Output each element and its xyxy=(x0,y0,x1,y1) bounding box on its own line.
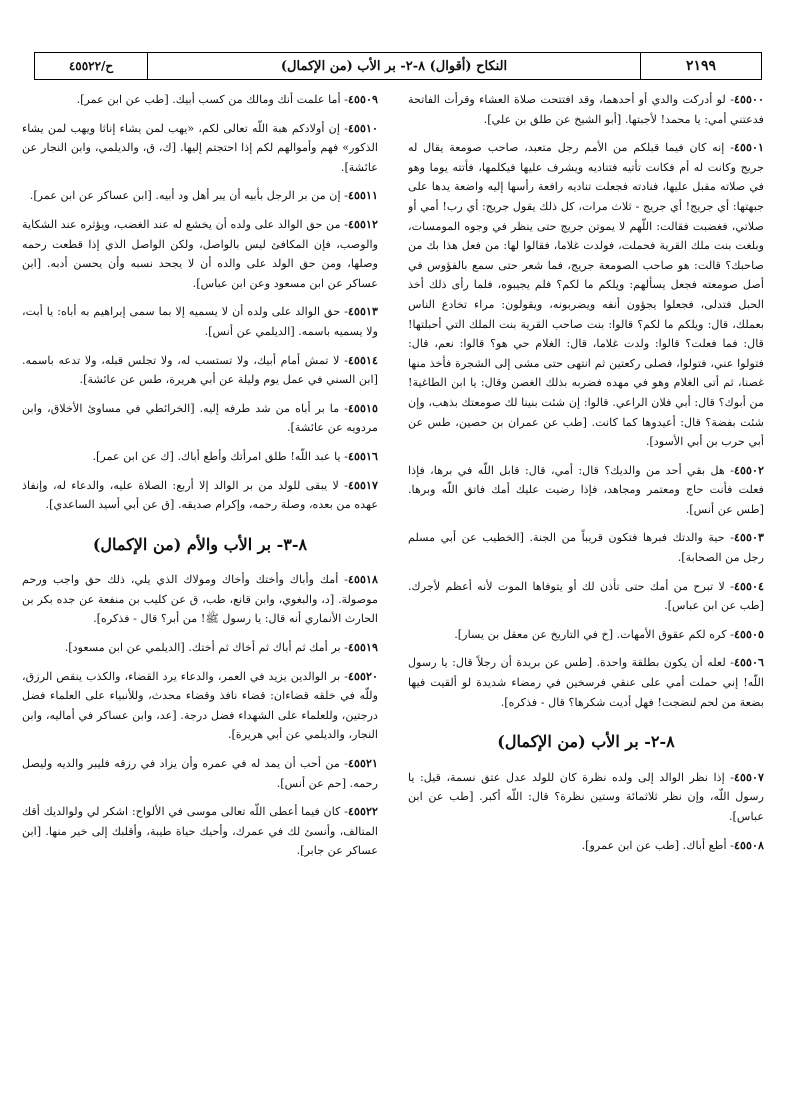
hadith-text: - لا يبقى للولد من بر الوالد إلا أربع: الصلاة عليه، والدعاء له، وإنفاذ عهده من بعده، وصلة رحمه، وإكرام صديقه. xyxy=(22,478,378,512)
page-header xyxy=(34,52,762,80)
hadith-entry xyxy=(22,476,378,515)
hadith-text: - بر الوالدين يزيد في العمر، والدعاء يرد القضاء، والكذب ينقص الرزق، وللّه في خلقه قضاءان: قضاء نافذ وقضاء محدث، وللأنبياء على العلماء فضل درجتين، وللعلماء على الشهداء فضل درجة. xyxy=(22,669,378,722)
hadith-source: [طب عن عمران بن حصين، طس عن أبي حرب بن أبي الأسود]. xyxy=(408,415,764,449)
hadith-source: [حم عن أنس]. xyxy=(276,776,347,790)
hadith-text: - كان فيما أعطى اللّه تعالى موسى في الألواح: اشكر لي ولوالديك أقك المتالف، وأنسئ لك في عمرك، وأحيك حياة طيبة، وأقلبك إلى خير منها. xyxy=(22,805,378,838)
section-title: ٨-٢- بر الأب (من الإكمال) xyxy=(497,732,675,752)
hadith-source: [طب عن ابن عمر]. xyxy=(76,93,169,106)
hadith-entry xyxy=(22,119,378,178)
hadith-number: ٤٥٥١٢ xyxy=(347,216,378,231)
hadith-number: ٤٥٥٠٥ xyxy=(733,626,764,641)
hadith-number: ٤٥٥٠٧ xyxy=(733,769,764,784)
hadith-number: ٤٥٥٠٩ xyxy=(347,92,378,106)
hadith-entry xyxy=(22,90,378,110)
hadith-source: [عد، وابن عساكر في أماليه، وابن النجار، والديلمي عن أبي هريرة]. xyxy=(22,708,378,742)
hadith-text: - من حق الوالد على ولده أن يخشع له عند الغضب، ويؤثره عند الشكاية والوصب، فإن المكافئ ليس بالواصل، ولكن الواصل الذي إذا قطعت رحمه وصلها، ومن حق الولد على والده أن لا يجحد نسبه وأن يحسن أدبه. xyxy=(22,217,378,271)
hadith-text: - إذا نظر الوالد إلى ولده نظرة كان للولد عدل عتق نسمة، قيل: يا رسول اللّه، وإن نظر ثلاثمائة وستين نظرة؟ قال: اللّه أكبر. xyxy=(408,770,764,804)
hadith-text: - لا تمش أمام أبيك، ولا تستسب له، ولا تجلس قبله، ولا تدعه باسمه. xyxy=(22,353,348,367)
hadith-source: [ك عن ابن عمر]. xyxy=(92,449,174,463)
hadith-entry xyxy=(22,399,378,438)
hadith-source: [ابن عساكر عن ابن عمر]. xyxy=(29,189,152,203)
hadith-entry xyxy=(408,653,764,712)
hadith-number: ٤٥٥١٥ xyxy=(347,400,378,415)
hadith-entry xyxy=(22,570,378,629)
hadith-text: - إنه كان فيما قبلكم من الأمم رجل متعبد، صاحب صومعة يقال له جريج وكانت له أم فكانت تأتيه فتناديه ويشرف عليها فيكلمها، فأتته يوما وهو في صلاته مقبل عليها، فنادته فجعلت تناديه رافعة رأسها إليه واضعة يدها على جبهتها: أي جريج! أي جريج - ثلاث مرات، كل ذلك يقول جريج: أي رب! أمي أو صلاتي، فغضبت فقالت: اللّهم لا يموتن جريج حتى ينظر في وجوه المومسات، وبلغت بنت ملك القرية فحملت، فولدت غلاما، فقالوا لها: من فعل هذا بك من صاحبك؟ قالت: هو صاحب الصومعة جريج، فما شعر حتى سمع بالفؤوس في أصل صومعته فجعل يسألهم: ويلكم ما لكم؟ فلم يجيبوه، فلما رأى ذلك أخذ الحبل فتدلى، فجعلوا يجؤون أنفه ويضربونه، ويقولون: مراء تخادع الناس بعملك، قال: ويلكم ما لكم؟ قالوا: بنت صاحب القرية بنت الملك التي أحبلتها! قال: فما فعلت؟ قالوا: ولدت غلاما، قال: الغلام حي هو؟ قالوا: نعم، قال: فتولوا عني، فتولوا، فصلى ركعتين ثم انتهى حتى مشى إلى الشجرة فأخذ منها غصنا، ثم أتى الغلام وهو في مهده فضربه بذلك الغصن وقال: يا ابن الطاغية! من أبوك؟ قال: أبي فلان الراعي. قالوا: إن شئت بنينا لك صومعتك بذهب، وإن شئت بفضة؟ قال: أعيدوها كما كانت. xyxy=(408,141,764,429)
hadith-number: ٤٥٥١٧ xyxy=(347,477,378,492)
hadith-source: [الخرائطي في مساوئ الأخلاق، وابن مردويه عن عائشة]. xyxy=(22,401,378,435)
hadith-text: - لو أدركت والدي أو أحدهما، وقد افتتحت صلاة العشاء وقرأت الفاتحة فدعتني أمي: يا محمد! لأجبتها. xyxy=(408,93,764,126)
hadith-number: ٤٥٥٢١ xyxy=(347,756,378,771)
hadith-entry xyxy=(408,768,764,827)
left-column xyxy=(22,90,378,1095)
right-entries-after xyxy=(408,768,764,855)
hadith-entry xyxy=(22,351,378,390)
hadith-text: - لا تبرح من أمك حتى تأذن لك أو يتوفاها الموت لأنه أعظم لأجرك. xyxy=(408,579,734,593)
hadith-text: - أما علمت أنك ومالك من كسب أبيك. xyxy=(172,93,348,106)
hadith-text: - أطع أباك. xyxy=(682,838,734,852)
hadith-number: ٤٥٥١٣ xyxy=(347,304,378,319)
hadith-entry xyxy=(22,638,378,658)
right-column xyxy=(408,90,764,1095)
hadith-text: - من أحب أن يمد له في عمره وأن يزاد في رزقه فليبر والديه وليصل رحمه. xyxy=(22,757,378,790)
hadith-source: [الديلمي عن ابن مسعود]. xyxy=(64,641,185,655)
hadith-source: [ابن عساكر عن ابن مسعود وعن ابن عباس]. xyxy=(22,257,378,290)
hadith-number: ٤٥٥١٨ xyxy=(347,572,378,587)
hadith-source: [طب عن ابن عباس]. xyxy=(664,599,764,613)
hadith-entry xyxy=(22,302,378,341)
hadith-source: [ابن السني في عمل يوم وليلة عن أبي هريرة، طس عن عائشة]. xyxy=(79,373,378,387)
hadith-source: [ك، ق، والديلمي، وابن النجار عن عائشة]. xyxy=(22,141,378,174)
hadith-number: ٤٥٥٠١ xyxy=(733,140,764,155)
hadith-number: ٤٥٥٢٠ xyxy=(347,668,378,683)
hadith-text: - حية والدتك فبرها فتكون قريباً من الجنة. xyxy=(529,531,734,545)
hadith-entry xyxy=(22,754,378,793)
hadith-entry xyxy=(408,138,764,452)
hadith-number: ٤٥٥٢٢ xyxy=(347,804,378,819)
hadith-source: [الديلمي عن أنس]. xyxy=(204,324,295,338)
hadith-text: - إن أولادكم هبة اللّه تعالى لكم، «يهب لمن يشاء إناثا ويهب لمن يشاء الذكور» فهم وأموالهم لكم إذا احتجتم إليها. xyxy=(22,121,378,155)
hadith-number: ٤٥٥١٤ xyxy=(347,352,378,367)
hadith-text: - هل بقي أحد من والديك؟ قال: أمي، قال: قابل اللّه في برها، فإذا فعلت فأنت حاج ومعتمر ومجاهد، فإذا رضيت عليك أمك فاتق اللّه وبرها. xyxy=(408,463,764,497)
hadith-source: [طس عن أنس]. xyxy=(685,502,764,516)
section-title: ٨-٣- بر الأب والأم (من الإكمال) xyxy=(92,534,308,554)
hadith-entry xyxy=(22,667,378,745)
hadith-number: ٤٥٥١١ xyxy=(347,188,378,203)
hadith-source: [ق عن أبي أسيد الساعدي]. xyxy=(45,498,175,512)
hadith-source: [ابن عساكر عن جابر]. xyxy=(22,824,378,858)
hadith-entry xyxy=(408,577,764,616)
hadith-text: - ما بر أباه من شد طرفه إليه. xyxy=(199,401,348,415)
hadith-entry xyxy=(22,186,378,206)
left-entries-after xyxy=(22,570,378,861)
hadith-text: - كره لكم عقوق الأمهات. xyxy=(616,627,734,641)
left-entries-before xyxy=(22,90,378,515)
hadith-source: [الخطيب عن أبي مسلم رجل من الصحابة]. xyxy=(408,531,764,565)
hadith-text: - حق الوالد على ولده أن لا يسميه إلا بما سمى إبراهيم به أباه: يا أبت، ولا يسميه باسمه. xyxy=(22,305,378,338)
hadith-source: [طب عن ابن عمرو]. xyxy=(581,838,680,852)
hadith-source: [أبو الشيخ عن طلق بن علي]. xyxy=(483,112,622,126)
hadith-entry xyxy=(408,90,764,129)
hadith-number: ٤٥٥٠٣ xyxy=(733,530,764,545)
hadith-number: ٤٥٥٠٤ xyxy=(733,578,764,593)
hadith-entry xyxy=(408,625,764,645)
hadith-entry xyxy=(408,461,764,520)
hadith-number: ٤٥٥١٠ xyxy=(347,120,378,135)
hadith-entry xyxy=(22,802,378,861)
running-title: النكاح (أقوال) ٨-٢- بر الأب (من الإكمال) xyxy=(148,53,641,79)
hadith-text: - أمك وأباك وأختك وأخاك ومولاك الذي يلي، ذلك حق واجب ورحم موصولة. [د، والبغوي، وابن قانع، طب، ق عن كليب بن منفعة عن جده بكر بن الحارث الأنماري أنه قال: يا رسول ﷺ! من أبر؟ قال - فذكره]. xyxy=(22,573,378,626)
right-entries-before xyxy=(408,90,764,712)
volume-reference: ح/٤٥٥٢٢ xyxy=(35,53,148,79)
hadith-entry xyxy=(22,447,378,467)
hadith-source: [طب عن ابن عباس]. xyxy=(408,790,764,823)
hadith-number: ٤٥٥٠٢ xyxy=(733,462,764,477)
hadith-entry xyxy=(408,836,764,856)
hadith-source: [خ في التاريخ عن معقل بن يسار]. xyxy=(454,627,614,641)
hadith-entry xyxy=(408,528,764,567)
hadith-number: ٤٥٥٠٠ xyxy=(733,92,764,106)
hadith-text: - إن من بر الرجل بأبيه أن يبر أهل ود أبيه. xyxy=(155,189,348,203)
hadith-entry xyxy=(22,215,378,293)
hadith-text: - يا عبد اللّه! طلق امرأتك وأطع أباك. xyxy=(177,449,348,463)
hadith-number: ٤٥٥٠٨ xyxy=(733,837,764,852)
hadith-number: ٤٥٥١٦ xyxy=(347,448,378,463)
hadith-number: ٤٥٥١٩ xyxy=(347,640,378,655)
hadith-number: ٤٥٥٠٦ xyxy=(733,655,764,670)
page-number: ٢١٩٩ xyxy=(685,58,717,74)
hadith-text: - لعله أن يكون بطلقة واحدة. [طس عن بريدة أن رجلاً قال: يا رسول اللّه! إني حملت أمي على عنقي فرسخين في رمضاء شديدة لو ألقيت فيها بضعة من لحم لنضجت! فهل أديت شكرها؟ قال - فذكره]. xyxy=(408,656,764,709)
hadith-text: - بر أمك ثم أباك ثم أخاك ثم أختك. xyxy=(188,641,348,655)
